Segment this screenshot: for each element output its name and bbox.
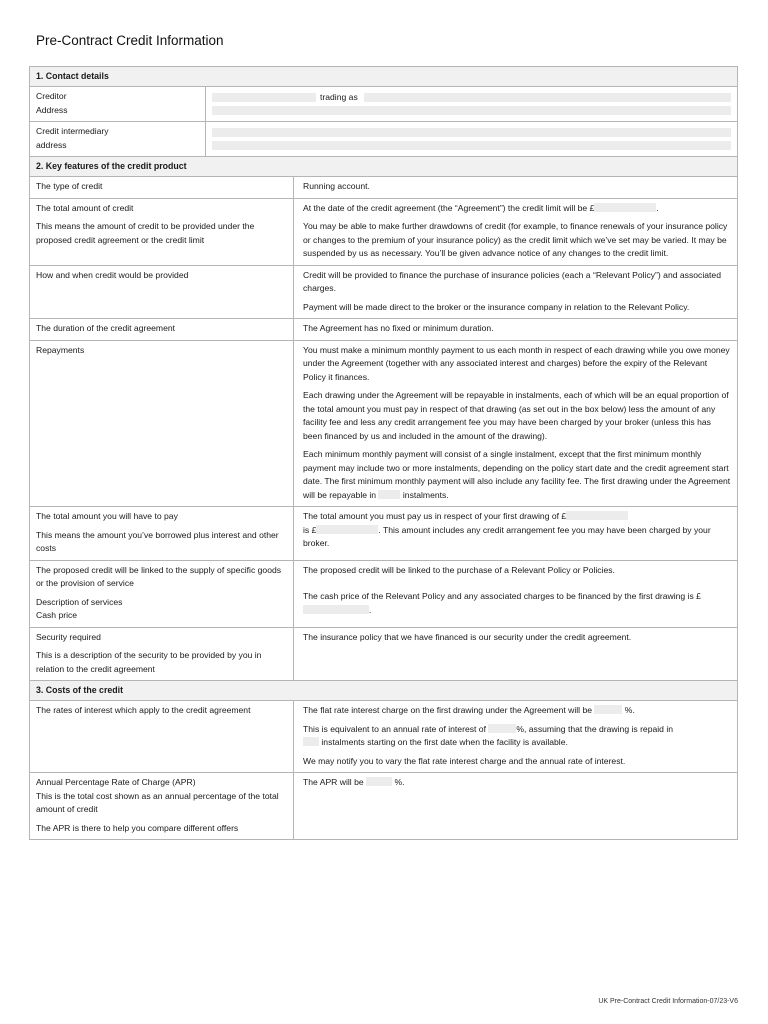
row-duration	[30, 319, 737, 341]
creditor-value-cell	[206, 87, 737, 121]
how-text-1: Credit will be provided to finance the purchase of insurance policies (each a “Relevant Policy”) and associated charges.	[303, 269, 721, 293]
total-pay-amount-field[interactable]	[316, 525, 378, 534]
row-total-to-pay	[30, 507, 737, 561]
row-interest-rates	[30, 701, 737, 773]
address-label: Address	[36, 104, 68, 115]
row-how-provided	[30, 266, 737, 320]
linked-label: The proposed credit will be linked to the supply of specific goods or the provision of service	[36, 564, 282, 588]
row-repayments	[30, 341, 737, 508]
flat-rate-text: The flat rate interest charge on the first drawing under the Agreement will be %.	[303, 705, 635, 715]
creditor-label-cell	[30, 87, 206, 121]
cash-price-text: The cash price of the Relevant Policy and any associated charges to be financed by the first drawing is £.	[303, 591, 701, 615]
security-label: Security required	[36, 631, 101, 642]
page-title: Pre-Contract Credit Information	[36, 33, 224, 48]
vary-rate-text: We may notify you to vary the flat rate interest charge and the annual rate of interest.	[303, 755, 626, 766]
section-contact-details: 1. Contact details	[30, 67, 737, 87]
repayments-text-1: You must make a minimum monthly payment to us each month in respect of each drawing while you owe money under the Agreement (together with any associated interest and charges) before the expiry of the Relevant Policy it finances.	[303, 344, 730, 382]
flat-rate-field[interactable]	[594, 705, 622, 714]
apr-field[interactable]	[366, 777, 392, 786]
credit-limit-text: At the date of the credit agreement (the “Agreement”) the credit limit will be £ .	[303, 202, 659, 213]
annual-rate-field[interactable]	[488, 724, 516, 733]
desc-services-label: Description of services	[36, 596, 123, 607]
rates-instalments-field[interactable]	[303, 737, 319, 746]
footer-reference: UK Pre-Contract Credit Information-07/23-V6	[598, 998, 738, 1005]
credit-info-form	[29, 66, 738, 840]
total-pay-text: The total amount you must pay us in respect of your first drawing of £ is £ . This amount includes any credit arrangement fee you may have been charged by your broker.	[303, 511, 711, 548]
repayments-label: Repayments	[30, 341, 294, 507]
type-label: The type of credit	[30, 177, 294, 198]
intermediary-address-field[interactable]	[212, 141, 731, 150]
intermediary-name-field[interactable]	[212, 128, 731, 137]
cash-price-field[interactable]	[303, 605, 369, 614]
row-apr	[30, 773, 737, 839]
cash-price-label: Cash price	[36, 610, 78, 620]
row-type-of-credit	[30, 177, 737, 199]
creditor-label: Creditor	[36, 91, 67, 101]
row-security	[30, 628, 737, 682]
intermediary-address-label: address	[36, 139, 67, 150]
row-intermediary	[30, 122, 737, 157]
security-desc: This is a description of the security to be provided by you in relation to the credit agreement	[36, 650, 262, 674]
instalments-count-field[interactable]	[378, 490, 400, 499]
apr-desc: This is the total cost shown as an annual percentage of the total amount of credit	[36, 790, 279, 814]
section-costs: 3. Costs of the credit	[30, 681, 737, 701]
trading-name-field[interactable]	[364, 93, 731, 102]
row-creditor	[30, 87, 737, 122]
row-total-credit	[30, 199, 737, 266]
intermediary-label: Credit intermediary	[36, 126, 109, 136]
repayments-text-3: Each minimum monthly payment will consist of a single instalment, except that the first minimum monthly payment may include two or more instalments, depending on the policy start date and the credit agreement start date. The first minimum monthly payment will also include any facility fee. The first drawing under the Agreement will be repayable in instalments.	[303, 449, 731, 500]
total-credit-label: The total amount of credit	[36, 202, 134, 213]
trading-as-label: trading as	[320, 91, 358, 102]
rates-label: The rates of interest which apply to the credit agreement	[30, 701, 294, 772]
drawdowns-text: You may be able to make further drawdowns of credit (for example, to finance renewals of your insurance policy or changes to the premium of your insurance policy) as the credit limit which we’ve set may be varied. It may be suspended by us as necessary. You’ll be given advance notice of any changes to the credit limit.	[303, 221, 728, 258]
repayments-text-2: Each drawing under the Agreement will be repayable in instalments, each of which will be an equal proportion of the total amount you must pay in respect of that drawing (as set out in the box below) less the amount of any facility fee and less any credit arrangement fee you may have been charged by your broker (unless this has been financed by us and included in the amount of the drawing).	[303, 390, 729, 441]
duration-label: The duration of the credit agreement	[30, 319, 294, 340]
apr-text: The APR will be %.	[303, 777, 405, 787]
apr-label: Annual Percentage Rate of Charge (APR)	[36, 777, 196, 787]
security-value: The insurance policy that we have financed is our security under the credit agreement.	[303, 631, 632, 642]
annual-rate-text: This is equivalent to an annual rate of interest of %, assuming that the drawing is repaid in instalments starting on the first date when the facility is available.	[303, 723, 674, 747]
total-credit-desc: This means the amount of credit to be provided under the proposed credit agreement or the credit limit	[36, 221, 255, 245]
how-text-2: Payment will be made direct to the broker or the insurance company in relation to the Relevant Policy.	[303, 301, 690, 312]
section-key-features: 2. Key features of the credit product	[30, 157, 737, 177]
total-pay-desc: This means the amount you’ve borrowed plus interest and other costs	[36, 529, 279, 553]
apr-note: The APR is there to help you compare different offers	[36, 822, 239, 833]
credit-limit-field[interactable]	[594, 203, 656, 212]
first-drawing-amount-field[interactable]	[566, 511, 628, 520]
creditor-name-field[interactable]	[212, 93, 316, 102]
duration-value: The Agreement has no fixed or minimum duration.	[303, 323, 494, 333]
linked-text-1: The proposed credit will be linked to the purchase of a Relevant Policy or Policies.	[303, 564, 615, 575]
intermediary-value-cell	[206, 122, 737, 156]
how-label: How and when credit would be provided	[30, 266, 294, 319]
creditor-address-field[interactable]	[212, 106, 731, 115]
type-value: Running account.	[303, 181, 370, 191]
intermediary-label-cell	[30, 122, 206, 156]
row-linked-credit	[30, 561, 737, 628]
total-pay-label: The total amount you will have to pay	[36, 511, 178, 521]
